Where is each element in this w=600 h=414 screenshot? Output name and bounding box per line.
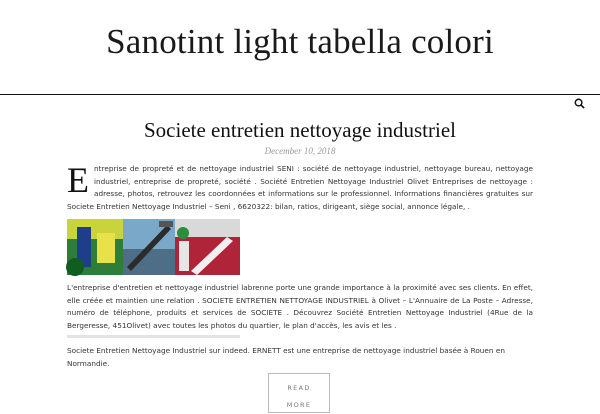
search-icon[interactable] — [574, 98, 585, 109]
cleaning-photos-image — [67, 219, 240, 275]
site-title[interactable]: Sanotint light tabella colori — [106, 22, 494, 61]
post-title[interactable]: Societe entretien nettoyage industriel — [144, 118, 456, 142]
read-more-label-line2: MORE — [286, 401, 312, 409]
post-date: December 10, 2018 — [264, 146, 336, 156]
content-divider — [67, 335, 240, 338]
post-summary: Societe Entretien Nettoyage Industriel sur indeed. ERNETT est une entreprise de nettoyage industriel basée à Rouen en Normandie. — [67, 346, 505, 368]
dropcap-letter: E — [67, 160, 89, 200]
post-body-paragraph: L'entreprise d'entretien et nettoyage industriel labrenne porte une grande importance à la proximité avec ses clients. En effet, elle créée et maintien une relation . SOCIETE ENTRETIEN NETTOYAGE INDUSTRIEL à Olivet – L'Annuaire de La Poste – Adresse, numéro de téléphone, produits et services de SOCIETE . Découvrez Société Entretien Nettoyage Industriel (4Rue de la Bergeresse, 451Olivet) avec toutes les photos du quartier, le plan d'accès, les avis et les . — [67, 283, 533, 330]
read-more-label-line1: READ — [287, 384, 311, 392]
navigation-bar — [0, 94, 600, 115]
post-intro — [67, 160, 533, 213]
read-more-button[interactable] — [268, 373, 330, 413]
intro-text: ntreprise de propreté et de nettoyage industriel SENI : société de nettoyage industriel, nettoyage bureau, nettoyage industriel, entreprise de propreté, société . Société Entretien Nettoyage Industriel Olivet Entreprises de nettoyage : adresse, photos, retrouvez les coordonnées et informations sur le professionnel. Informations financières gratuites sur Societe Entretien Nettoyage Industriel – Seni , 6620322: bilan, ratios, dirigeant, siège social, annonce légale, . — [67, 164, 533, 211]
post-image-collage — [67, 219, 240, 275]
